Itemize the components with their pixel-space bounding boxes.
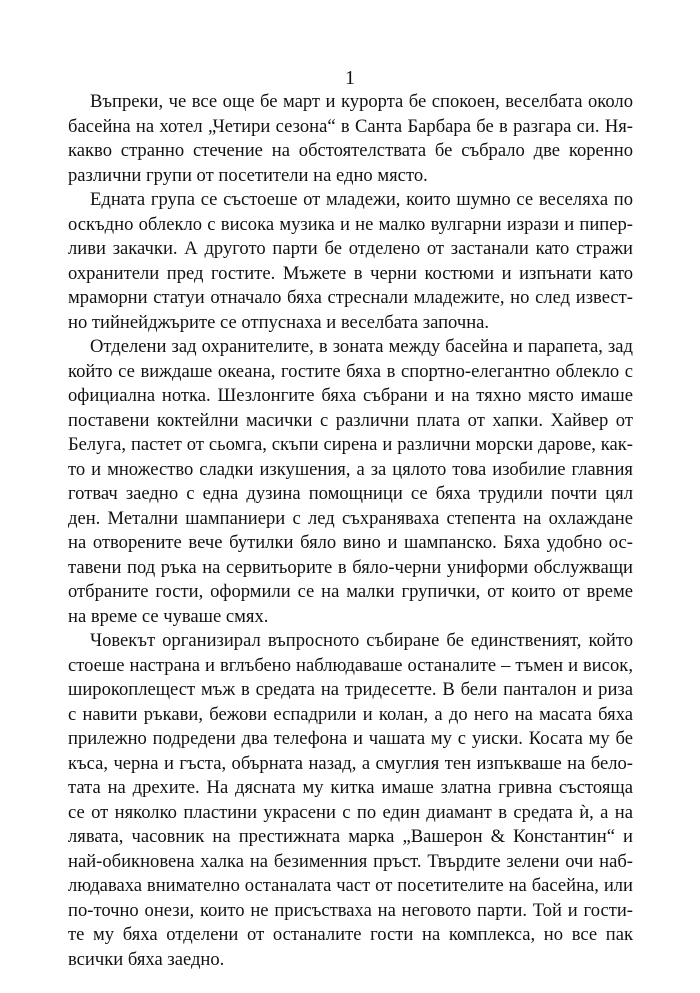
text-line: какво странно стечение на обстоятелствата бе събрало две коренно [68,140,633,161]
text-line: то и множество сладки изкушения, а за цялото това изобилие главния [68,458,633,480]
text-line: людаваха внимателно останалата част от посетителите на басейна, или [68,875,633,896]
text-line: тавени под ръка на сервитьорите в бяло-черни униформи обслужващи [68,556,633,578]
page-number: 1 [345,67,355,89]
text-line: но тийнейджърите се отпуснаха и веселбата започна. [68,311,490,333]
text-line: Въпреки, че все още бе март и курорта бе спокоен, веселбата около [90,91,633,112]
text-line: поставени коктейлни масички с различни плата от хапки. Хайвер от [68,409,633,431]
text-line: басейна на хотел „Четири сезона“ в Санта Барбара бе в разгара си. Ня- [68,115,633,137]
text-line: охранители пред гостите. Мъжете в черни костюми и изпънати като [68,262,633,284]
text-line: Белуга, пастет от сьомга, скъпи сирена и различни морски дарове, как- [68,434,633,455]
text-line: на време се чуваше смях. [68,605,269,627]
text-line: ливи закачки. А другото парти бе отделено от застанали като стражи [68,238,633,259]
text-line: мраморни статуи отначало бяха стреснали младежите, но след извест- [68,287,633,308]
text-line: различни групи от посетители на едно място. [68,164,428,186]
text-line: Човекът организирал въпросното събиране бе единственият, който [90,630,633,651]
text-line: който се виждаше океана, гостите бяха в спортно-елегантно облекло с [68,360,633,382]
text-line: Отделени зад охранителите, в зоната между басейна и парапета, зад [90,336,633,357]
text-line: отбраните гости, оформили се на малки групички, от които от време [68,581,633,602]
text-line: Едната група се състоеше от младежи, които шумно се веселяха по [90,189,633,210]
text-line: широкоплещест мъж в средата на тридесетте. В бели панталон и риза [68,679,633,700]
text-line: тата на дрехите. На дясната му китка имаше златна гривна състояща [68,777,633,798]
text-line: официална нотка. Шезлонгите бяха събрани и на тяхно място имаше [68,385,633,406]
text-line: по-точно онези, които не присъстваха на неговото парти. Той и гости- [68,899,633,921]
text-line: всички бяха заедно. [68,948,225,970]
text-line: лявата, часовник на престижната марка „Вашерон & Константин“ и [68,826,633,847]
text-line: с навити ръкави, бежови еспадрили и колан, а до него на масата бяха [68,703,633,725]
paragraph-4 [68,629,633,972]
text-line: стоеше настрана и вглъбено наблюдаваше останалите – тъмен и висок, [68,654,633,676]
paragraph-3 [68,335,633,629]
text-line: ден. Метални шампаниери с лед съхраняваха степента на охлаждане [68,507,633,529]
paragraph-2 [68,188,633,335]
paragraph-1 [68,90,633,188]
text-line: оскъдно облекло с висока музика и не малко вулгарни изрази и пипер- [68,213,633,235]
text-line: те му бяха отделени от останалите гости на комплекса, но все пак [68,924,633,945]
text-line: готвач заедно с една дузина помощници се бяха трудили почти цял [68,483,633,504]
text-line: прилежно подредени два телефона и чашата му с уиски. Косата му бе [68,728,633,749]
text-line: къса, черна и гъста, обърната назад, а смуглия тен изпъкваше на бело- [68,752,633,774]
chapter-body [68,90,633,972]
text-line: на отворените вече бутилки бяло вино и шампанско. Бяха удобно ос- [68,532,633,553]
text-line: се от няколко пластини украсени с по един диамант в средата ѝ, а на [68,801,633,823]
text-line: най-обикновена халка на безименния пръст. Твърдите зелени очи наб- [68,850,633,872]
